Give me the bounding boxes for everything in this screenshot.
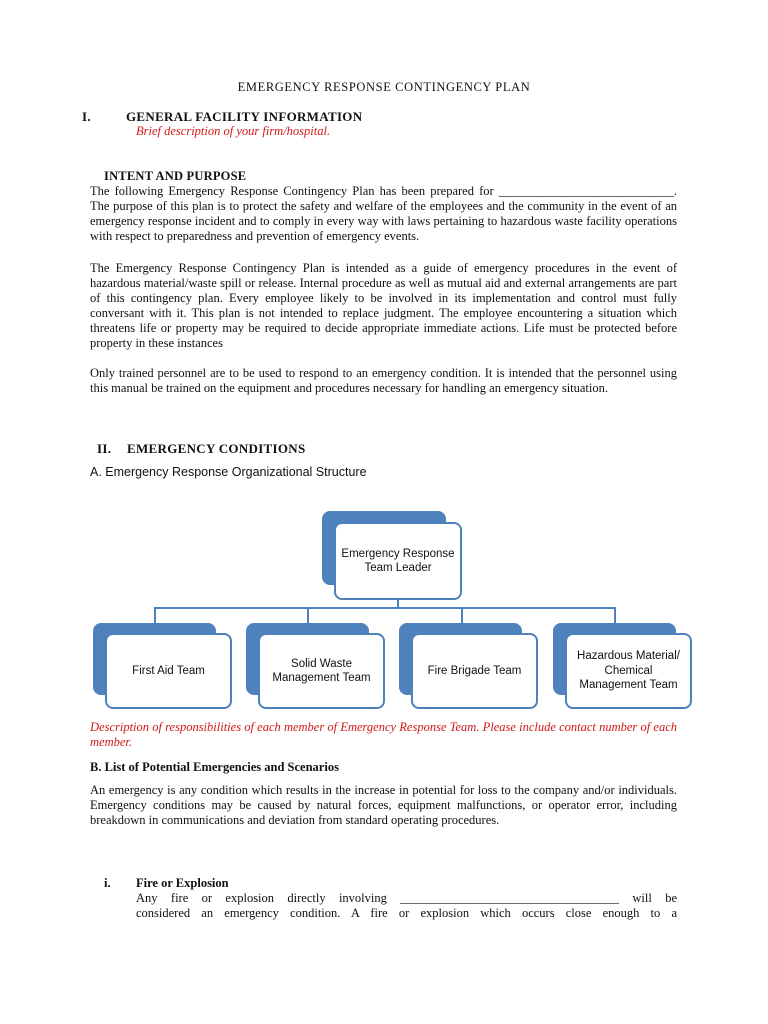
facility-description-note: Brief description of your firm/hospital.	[136, 124, 331, 138]
connector-drop-4	[614, 607, 616, 623]
item-i-line-1: Any fire or explosion directly involving ___________________________________ will be	[136, 891, 677, 905]
connector-drop-3	[461, 607, 463, 623]
intent-paragraph-2: The Emergency Response Contingency Plan is intended as a guide of emergency procedures in the event of hazardous material/waste spill or release. Internal procedure as well as mutual aid and external arrangements are part of this contingency plan. Every employee likely to be involved in its implementation and control must fully conversant with it. This plan is not intended to replace judgment. The employee encountering a situation which threatens life or property may be required to decide appropriate immediate actions. Life must be protected before property in these instances	[90, 261, 677, 351]
section-2-number: II.	[97, 441, 112, 456]
section-1-title: GENERAL FACILITY INFORMATION	[126, 109, 363, 124]
section-1-number: I.	[82, 109, 91, 124]
item-i-line-2: considered an emergency condition. A fire or explosion which occurs close enough to a	[136, 906, 677, 920]
document-title: EMERGENCY RESPONSE CONTINGENCY PLAN	[237, 80, 531, 94]
connector-drop-2	[307, 607, 309, 623]
section-2-title: EMERGENCY CONDITIONS	[127, 441, 306, 456]
item-i-title: Fire or Explosion	[136, 876, 229, 890]
team-box-hazardous-material	[565, 633, 692, 709]
intent-heading: INTENT AND PURPOSE	[104, 169, 247, 183]
connector-horizontal	[154, 607, 615, 609]
team-label-hazardous-material: Hazardous Material/ Chemical Management Team	[577, 650, 680, 692]
responsibilities-note: Description of responsibilities of each member of Emergency Response Team. Please include contact number of each member.	[90, 720, 677, 749]
emergency-definition-paragraph: An emergency is any condition which results in the increase in potential for loss to the company and/or individuals. Emergency conditions may be caused by natural forces, equipment malfunctions, or operator error, including breakdown in communications and deviation from standard operating procedures.	[90, 783, 677, 828]
team-box-solid-waste	[258, 633, 385, 709]
org-structure-label: A. Emergency Response Organizational Structure	[90, 465, 367, 479]
item-i-number: i.	[104, 876, 111, 890]
section-2-heading	[97, 441, 306, 457]
section-1-heading	[82, 109, 362, 125]
leader-box	[334, 522, 462, 600]
leader-label: Emergency Response Team Leader	[341, 547, 455, 574]
team-box-fire-brigade	[411, 633, 538, 709]
intent-paragraph-1: The following Emergency Response Contingency Plan has been prepared for ____________________________. The purpose of this plan is to protect the safety and welfare of the employees and the community in the event of an emergency response incident and to comply in every way with laws pertaining to hazardous waste facility operations with respect to preparedness and prevention of emergency events.	[90, 184, 677, 244]
team-box-first-aid	[105, 633, 232, 709]
team-label-first-aid: First Aid Team	[132, 664, 205, 677]
team-label-solid-waste: Solid Waste Management Team	[272, 657, 371, 684]
connector-drop-1	[154, 607, 156, 623]
intent-paragraph-3: Only trained personnel are to be used to respond to an emergency condition. It is intended that the personnel using this manual be trained on the equipment and procedures necessary for handling an emergency situation.	[90, 366, 677, 396]
subsection-b-heading: B. List of Potential Emergencies and Scenarios	[90, 760, 339, 774]
team-label-fire-brigade: Fire Brigade Team	[427, 664, 522, 677]
